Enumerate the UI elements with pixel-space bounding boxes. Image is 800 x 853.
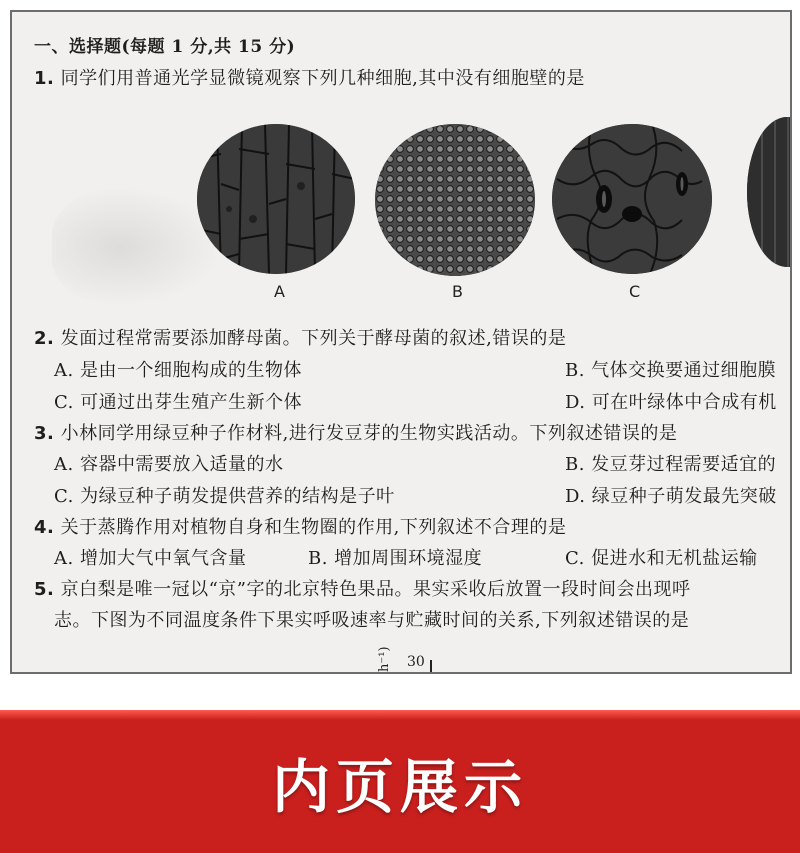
question-2 xyxy=(34,324,566,350)
chart-axis-line xyxy=(430,660,432,674)
micrograph-a xyxy=(197,124,355,274)
banner-title: 内页展示 xyxy=(271,753,528,821)
micrograph-d-partial xyxy=(747,117,792,267)
chart-axis-unit-fragment: h⁻¹) xyxy=(377,646,392,672)
question-5-stem-line-1: 京白梨是唯一冠以“京”字的北京特色果品。果实采收后放置一段时间会出现呼 xyxy=(60,579,691,600)
question-3-number: 3. xyxy=(34,423,55,444)
micrograph-label-c: C xyxy=(629,282,641,301)
leaf-epidermis-image xyxy=(552,124,712,274)
question-3 xyxy=(34,419,677,445)
question-1-number: 1. xyxy=(34,68,55,89)
question-4-option-b: B. 增加周围环境湿度 xyxy=(308,548,483,569)
onion-epidermis-image xyxy=(197,124,355,274)
question-4-number: 4. xyxy=(34,517,55,538)
exam-page-scan xyxy=(10,10,792,674)
question-1-stem: 同学们用普通光学显微镜观察下列几种细胞,其中没有细胞壁的是 xyxy=(60,68,585,89)
question-2-option-a: A. 是由一个细胞构成的生物体 xyxy=(54,360,302,381)
micrograph-c xyxy=(552,124,712,274)
question-3-option-d: D. 绿豆种子萌发最先突破 xyxy=(565,486,777,507)
blood-cells-image xyxy=(375,124,535,276)
question-4-option-a: A. 增加大气中氧气含量 xyxy=(54,548,247,569)
partial-micrograph-image xyxy=(747,117,792,267)
micrograph-b xyxy=(375,124,535,276)
question-2-stem: 发面过程常需要添加酵母菌。下列关于酵母菌的叙述,错误的是 xyxy=(60,328,567,349)
question-4-stem: 关于蒸腾作用对植物自身和生物圈的作用,下列叙述不合理的是 xyxy=(60,517,567,538)
micrograph-label-b: B xyxy=(452,282,463,301)
question-3-stem: 小林同学用绿豆种子作材料,进行发豆芽的生物实践活动。下列叙述错误的是 xyxy=(60,423,678,444)
section-title: 一、选择题(每题 1 分,共 15 分) xyxy=(34,37,296,57)
question-4 xyxy=(34,513,566,539)
question-5-number: 5. xyxy=(34,579,55,600)
micrograph-label-a: A xyxy=(274,282,285,301)
question-3-option-b: B. 发豆芽过程需要适宜的 xyxy=(565,454,777,475)
question-5-stem-line-2: 志。下图为不同温度条件下果实呼吸速率与贮藏时间的关系,下列叙述错误的是 xyxy=(54,610,690,631)
question-5 xyxy=(34,575,691,601)
question-2-option-c: C. 可通过出芽生殖产生新个体 xyxy=(54,392,303,413)
question-2-option-d: D. 可在叶绿体中合成有机 xyxy=(565,392,777,413)
banner-highlight xyxy=(0,710,800,720)
question-2-option-b: B. 气体交换要通过细胞膜 xyxy=(565,360,777,381)
banner xyxy=(0,710,800,853)
question-3-option-c: C. 为绿豆种子萌发提供营养的结构是子叶 xyxy=(54,486,395,507)
question-4-option-c: C. 促进水和无机盐运输 xyxy=(565,548,758,569)
chart-axis-tick-30: 30 xyxy=(407,654,425,670)
question-3-option-a: A. 容器中需要放入适量的水 xyxy=(54,454,284,475)
question-1 xyxy=(34,64,585,90)
question-2-number: 2. xyxy=(34,328,55,349)
